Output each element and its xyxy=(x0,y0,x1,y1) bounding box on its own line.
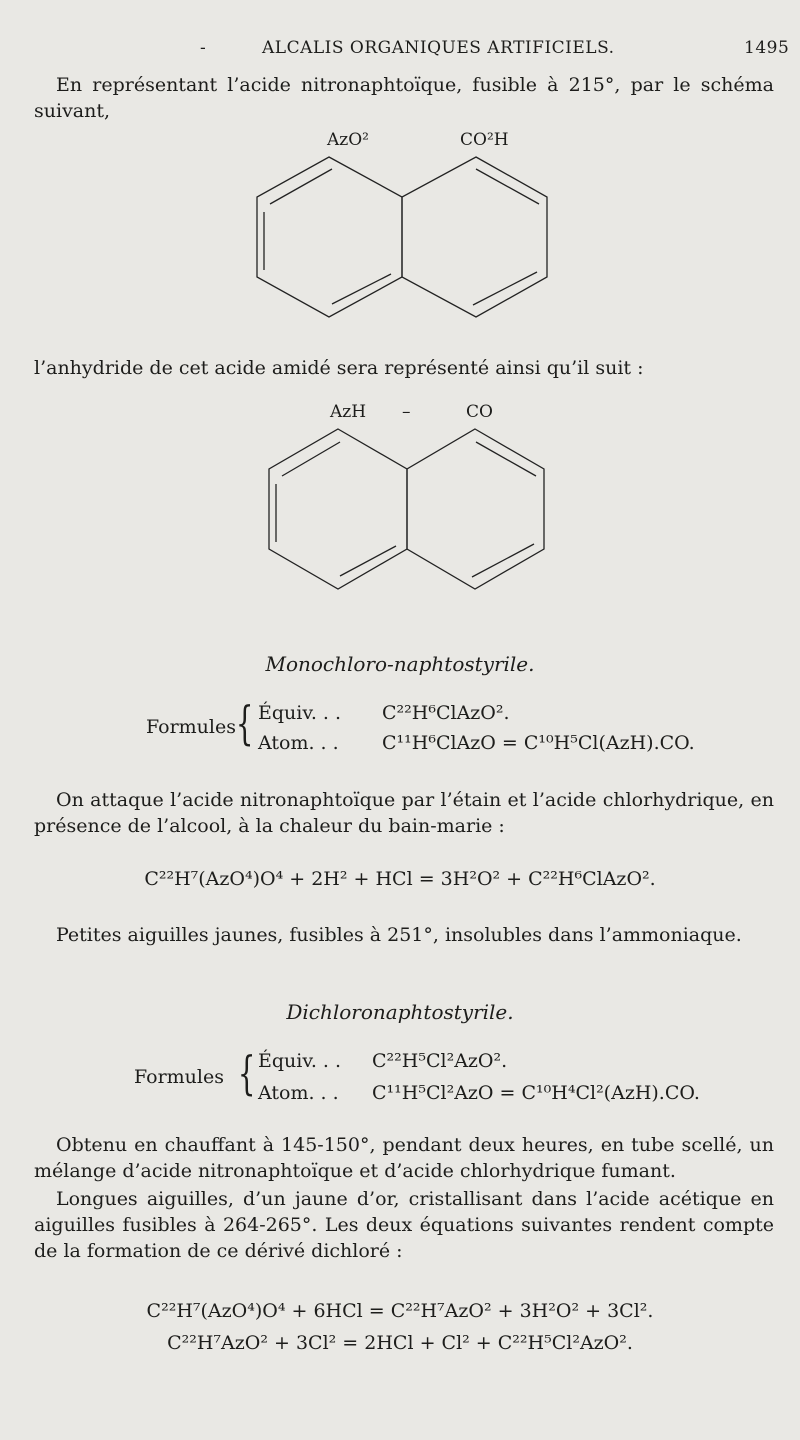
schema2-label-left: AzH xyxy=(330,402,367,422)
intro-paragraph: En représentant l’acide nitronaphtoïque, fusible à 215°, par le schéma suivant, xyxy=(34,74,774,122)
running-header xyxy=(0,38,800,64)
section2-atom-formula: C¹¹H⁵Cl²AzO = C¹⁰H⁴Cl²(AzH).CO. xyxy=(372,1082,700,1104)
section1-equiv-label: Équiv. . . xyxy=(258,702,342,724)
section1-description: Petites aiguilles jaunes, fusibles à 251°, insolubles dans l’ammoniaque. xyxy=(56,924,742,946)
naphthalene-schema-2 xyxy=(262,424,552,604)
section2-equation2: C²²H⁷AzO² + 3Cl² = 2HCl + Cl² + C²²H⁵Cl²AzO². xyxy=(167,1332,633,1354)
section1-heading: Monochloro-naphtostyrile. xyxy=(265,652,535,676)
section2-equiv-formula: C²²H⁵Cl²AzO². xyxy=(372,1050,508,1072)
section2-atom-label: Atom. . . xyxy=(258,1082,339,1104)
schema2-label-right: CO xyxy=(466,402,493,422)
running-title: ALCALIS ORGANIQUES ARTIFICIELS. xyxy=(262,38,615,58)
header-dash: - xyxy=(200,38,207,58)
section2-equiv-label: Équiv. . . xyxy=(258,1050,342,1072)
section1-formulas-label: Formules xyxy=(146,716,236,738)
section2-paragraph1: Obtenu en chauffant à 145-150°, pendant deux heures, en tube scellé, un mélange d’acide nitronaphtoïque et d’acide chlorhydrique fumant. xyxy=(34,1134,774,1182)
anhydride-line: l’anhydride de cet acide amidé sera représenté ainsi qu’il suit : xyxy=(34,357,644,379)
section1-atom-label: Atom. . . xyxy=(258,732,339,754)
section2-formulas-label: Formules xyxy=(134,1066,224,1088)
section2-paragraph2: Longues aiguilles, d’un jaune d’or, cristallisant dans l’acide acétique en aiguilles fusibles à 264-265°. Les deux équations suivantes rendent compte de la formation de ce dérivé dichloré : xyxy=(34,1188,774,1262)
section2-heading: Dichloronaphtostyrile. xyxy=(286,1000,514,1024)
section2-brace: { xyxy=(237,1046,256,1100)
page-number: 1495 xyxy=(744,38,790,58)
schema2-label-dash: – xyxy=(402,402,411,422)
section1-equiv-formula: C²²H⁶ClAzO². xyxy=(382,702,510,724)
section1-atom-formula: C¹¹H⁶ClAzO = C¹⁰H⁵Cl(AzH).CO. xyxy=(382,732,695,754)
section2-equation1: C²²H⁷(AzO⁴)O⁴ + 6HCl = C²²H⁷AzO² + 3H²O² + 3Cl². xyxy=(146,1300,654,1322)
naphthalene-schema-1 xyxy=(250,152,555,332)
section1-equation: C²²H⁷(AzO⁴)O⁴ + 2H² + HCl = 3H²O² + C²²H⁶ClAzO². xyxy=(144,868,656,890)
section1-brace: { xyxy=(235,696,254,750)
schema1-label-left: AzO² xyxy=(327,130,369,150)
section1-paragraph: On attaque l’acide nitronaphtoïque par l’étain et l’acide chlorhydrique, en présence de l’alcool, à la chaleur du bain-marie : xyxy=(34,789,774,837)
schema1-label-right: CO²H xyxy=(460,130,509,150)
